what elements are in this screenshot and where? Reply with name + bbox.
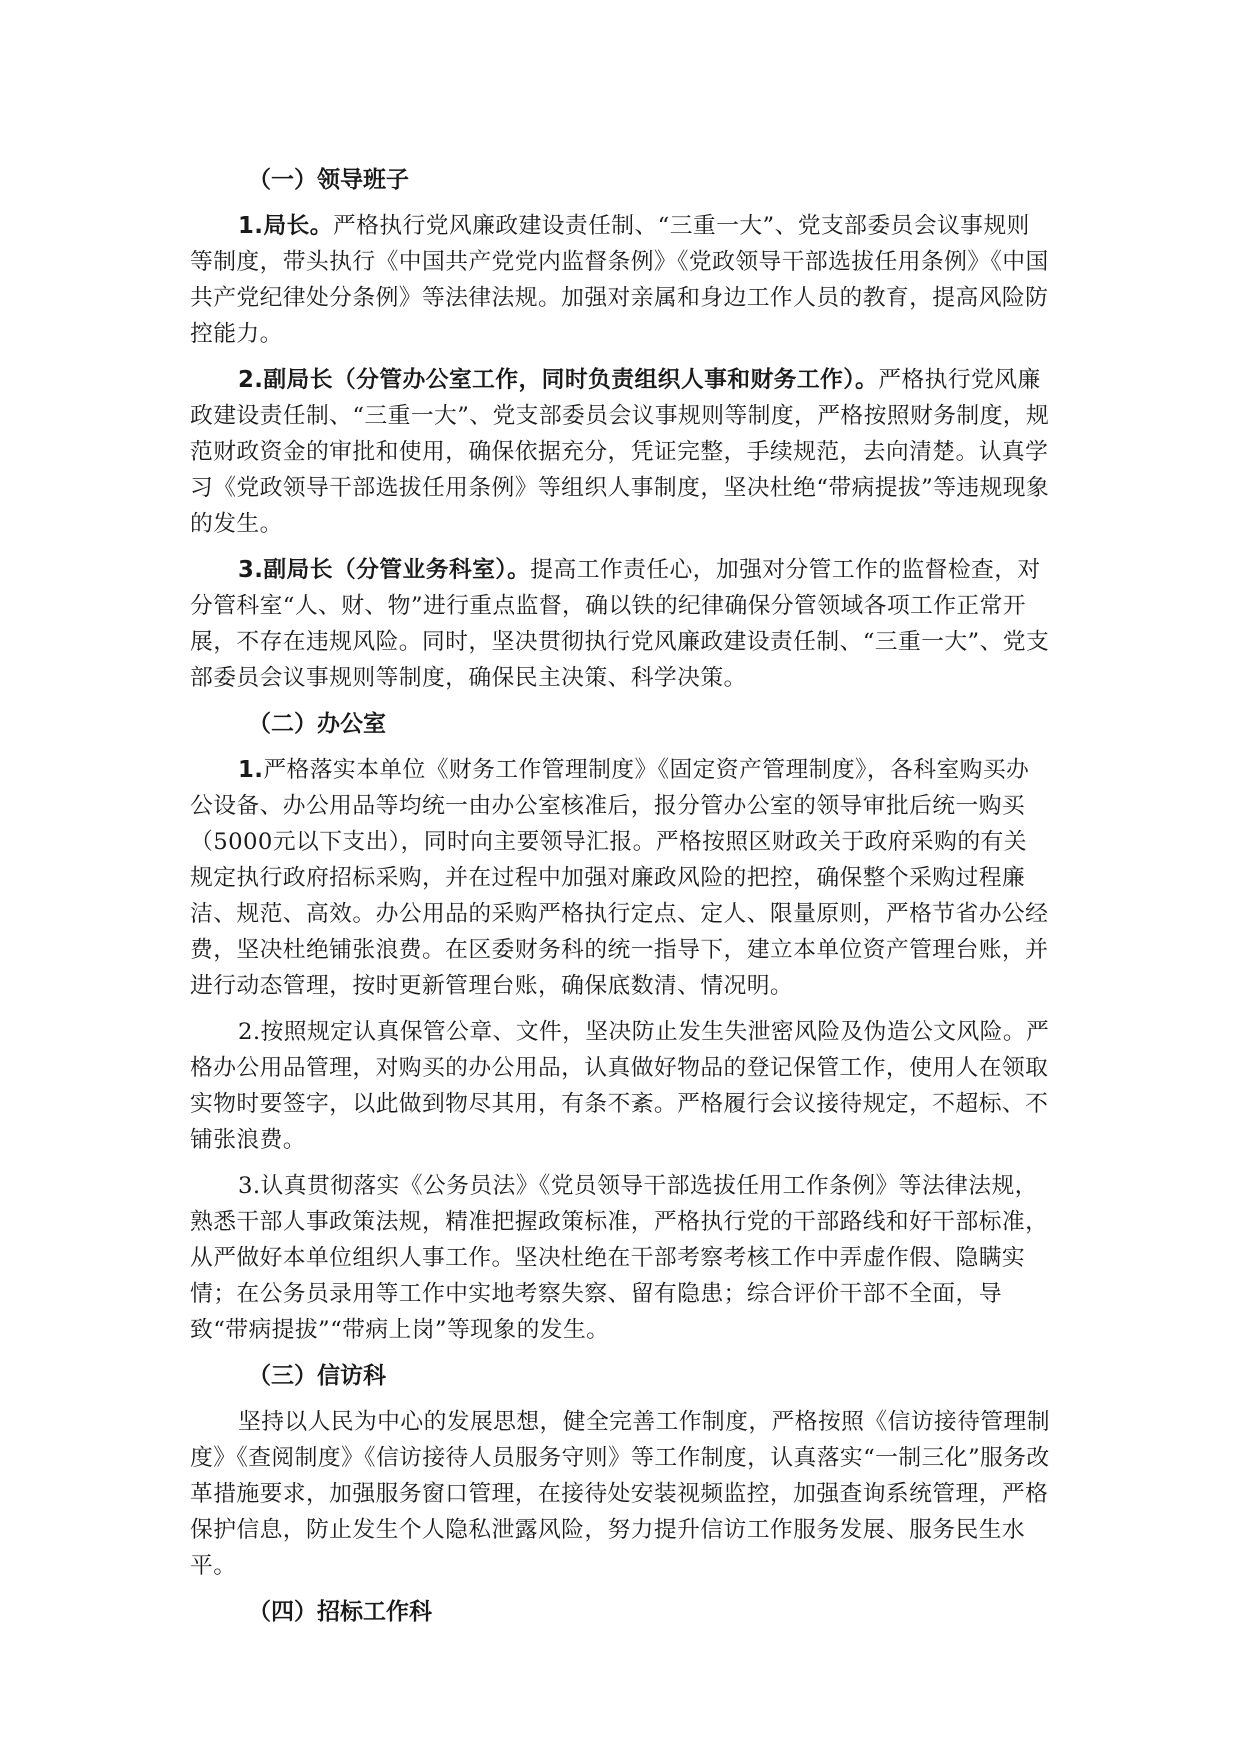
section-bidding bbox=[190, 1594, 1050, 1630]
paragraph-text: 严格执行党风廉政建设责任制、“三重一大”、党支部委员会议事规则等制度，严格按照财务制度，规范财政资金的审批和使用，确保依据充分，凭证完整，手续规范，去向清楚。认真学习《党政领导干部选拔任用条例》等组织人事制度，坚决杜绝“带病提拔”等违规现象的发生。 bbox=[190, 367, 1050, 537]
section-leadership bbox=[190, 162, 1050, 696]
paragraph-lead: 1.局长。 bbox=[238, 213, 333, 239]
paragraph bbox=[190, 1014, 1050, 1158]
paragraph bbox=[190, 362, 1050, 542]
section-heading: （三）信访科 bbox=[248, 1363, 386, 1389]
section-heading: （四）招标工作科 bbox=[248, 1599, 432, 1625]
section-petition bbox=[190, 1358, 1050, 1584]
section-heading: （一）领导班子 bbox=[248, 167, 409, 193]
paragraph-text: 坚持以人民为中心的发展思想，健全完善工作制度，严格按照《信访接待管理制度》《查阅制度》《信访接待人员服务守则》等工作制度，认真落实“一制三化”服务改革措施要求，加强服务窗口管理，在接待处安装视频监控，加强查询系统管理，严格保护信息，防止发生个人隐私泄露风险，努力提升信访工作服务发展、服务民生水平。 bbox=[190, 1409, 1050, 1579]
paragraph-lead: 2.副局长（分管办公室工作，同时负责组织人事和财务工作）。 bbox=[238, 367, 879, 393]
paragraph-lead: 3.副局长（分管业务科室）。 bbox=[238, 557, 531, 583]
paragraph-text: 3.认真贯彻落实《公务员法》《党员领导干部选拔任用工作条例》等法律法规，熟悉干部人事政策法规，精准把握政策标准，严格执行党的干部路线和好干部标准，从严做好本单位组织人事工作。坚决杜绝在干部考察考核工作中弄虚作假、隐瞒实情；在公务员录用等工作中实地考察失察、留有隐患；综合评价干部不全面，导致“带病提拔”“带病上岗”等现象的发生。 bbox=[190, 1173, 1049, 1343]
paragraph-text: 2.按照规定认真保管公章、文件，坚决防止发生失泄密风险及伪造公文风险。严格办公用品管理，对购买的办公用品，认真做好物品的登记保管工作，使用人在领取实物时要签字，以此做到物尽其用，有条不紊。严格履行会议接待规定，不超标、不铺张浪费。 bbox=[190, 1019, 1050, 1153]
section-office bbox=[190, 706, 1050, 1348]
paragraph-text: 提高工作责任心，加强对分管工作的监督检查，对分管科室“人、财、物”进行重点监督，确以铁的纪律确保分管领域各项工作正常开展，不存在违规风险。同时，坚决贯彻执行党风廉政建设责任制、“三重一大”、党支部委员会议事规则等制度，确保民主决策、科学决策。 bbox=[190, 557, 1050, 691]
paragraph bbox=[190, 208, 1050, 352]
paragraph bbox=[190, 552, 1050, 696]
section-heading: （二）办公室 bbox=[248, 711, 386, 737]
paragraph bbox=[190, 1404, 1050, 1584]
document-page bbox=[190, 162, 1050, 1640]
paragraph-lead: 1. bbox=[238, 757, 264, 783]
paragraph-text: 严格执行党风廉政建设责任制、“三重一大”、党支部委员会议事规则等制度，带头执行《中国共产党党内监督条例》《党政领导干部选拔任用条例》《中国共产党纪律处分条例》等法律法规。加强对亲属和身边工作人员的教育，提高风险防控能力。 bbox=[190, 213, 1049, 347]
paragraph-text: 严格落实本单位《财务工作管理制度》《固定资产管理制度》，各科室购买办公设备、办公用品等均统一由办公室核准后，报分管办公室的领导审批后统一购买（5000元以下支出），同时向主要领导汇报。严格按照区财政关于政府采购的有关规定执行政府招标采购，并在过程中加强对廉政风险的把控，确保整个采购过程廉洁、规范、高效。办公用品的采购严格执行定点、定人、限量原则，严格节省办公经费，坚决杜绝铺张浪费。在区委财务科的统一指导下，建立本单位资产管理台账，并进行动态管理，按时更新管理台账，确保底数清、情况明。 bbox=[190, 757, 1049, 999]
paragraph bbox=[190, 752, 1050, 1004]
paragraph bbox=[190, 1168, 1050, 1348]
